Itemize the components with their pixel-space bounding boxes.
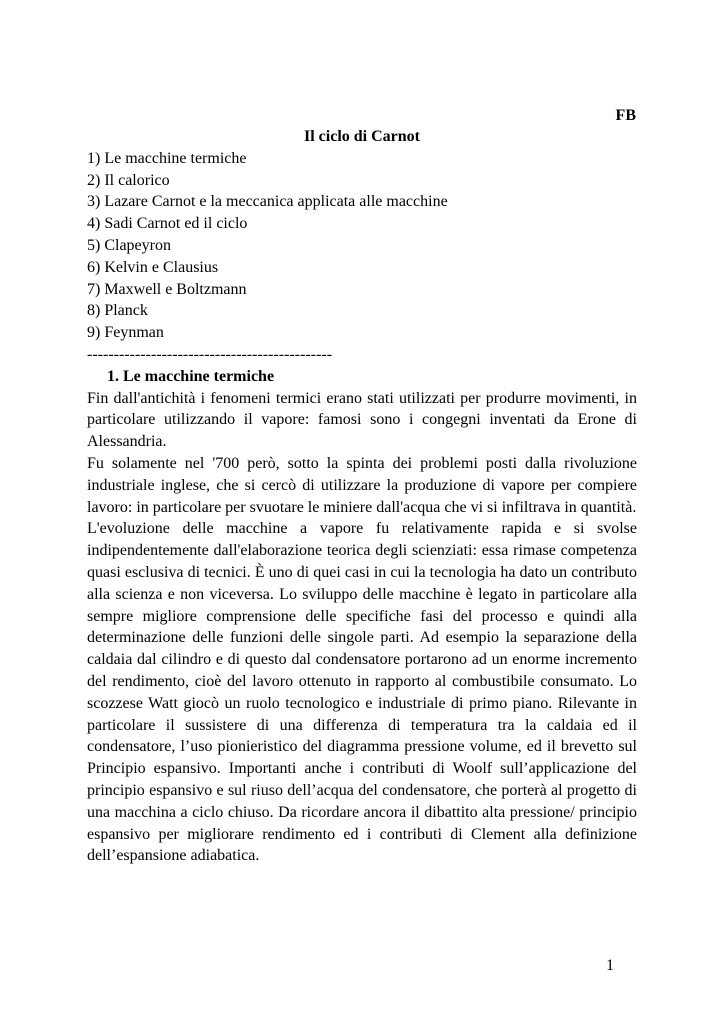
table-of-contents — [87, 148, 637, 344]
toc-item: 2) Il calorico — [87, 171, 170, 189]
document-body — [87, 126, 637, 867]
separator-line: ---------------------------------------------- — [87, 345, 333, 363]
author-initials: FB — [615, 107, 636, 124]
page-number: 1 — [606, 957, 614, 974]
toc-item: 7) Maxwell e Boltzmann — [87, 280, 247, 298]
toc-item: 3) Lazare Carnot e la meccanica applicata alle macchine — [87, 193, 448, 211]
paragraph: L'evoluzione delle macchine a vapore fu relativamente rapida e si svolse indipendentemente dall'elaborazione teorica degli scienziati: essa rimase competenza quasi esclusiva di tecnici. È uno di quei casi in cui la tecnologia ha dato un contributo alla scienza e non viceversa. Lo sviluppo delle macchine è legato in particolare alla sempre migliore comprensione delle specifiche fasi del processo e quindi alla determinazione delle funzioni delle singole parti. Ad esempio la separazione della caldaia dal cilindro e di questo dal condensatore portarono ad un enorme incremento del rendimento, cioè del lavoro ottenuto in rapporto al combustibile consumato. Lo scozzese Watt giocò un ruolo tecnologico e industriale di primo piano. Rilevante in particolare il sussistere di una differenza di temperatura tra la caldaia ed il condensatore, l’uso pionieristico del diagramma pressione volume, ed il brevetto sul Principio espansivo. Importanti anche i contributi di Woolf sull’applicazione del principio espansivo e sul riuso dell’acqua del condensatore, che porterà al progetto di una macchina a ciclo chiuso. Da ricordare ancora il dibattito alta pressione/ principio espansivo per migliorare rendimento ed i contributi di Clement alla definizione dell’espansione adiabatica. — [87, 520, 637, 865]
toc-item: 5) Clapeyron — [87, 236, 171, 254]
toc-item: 9) Feynman — [87, 324, 164, 342]
toc-item: 6) Kelvin e Clausius — [87, 258, 219, 276]
toc-item: 8) Planck — [87, 302, 148, 320]
document-title: Il ciclo di Carnot — [304, 128, 420, 145]
paragraph: Fin dall'antichità i fenomeni termici erano stati utilizzati per produrre movimenti, in particolare utilizzando il vapore: famosi sono i congegni inventati da Erone di Alessandria. — [87, 389, 637, 451]
toc-item: 1) Le macchine termiche — [87, 149, 247, 167]
toc-item: 4) Sadi Carnot ed il ciclo — [87, 215, 248, 233]
paragraph: Fu solamente nel '700 però, sotto la spinta dei problemi posti dalla rivoluzione industriale inglese, che si cercò di utilizzare la produzione di vapore per compiere lavoro: in particolare per svuotare le miniere dall'acqua che vi si infiltrava in quantità. — [87, 454, 637, 516]
section-heading: 1. Le macchine termiche — [107, 367, 275, 385]
